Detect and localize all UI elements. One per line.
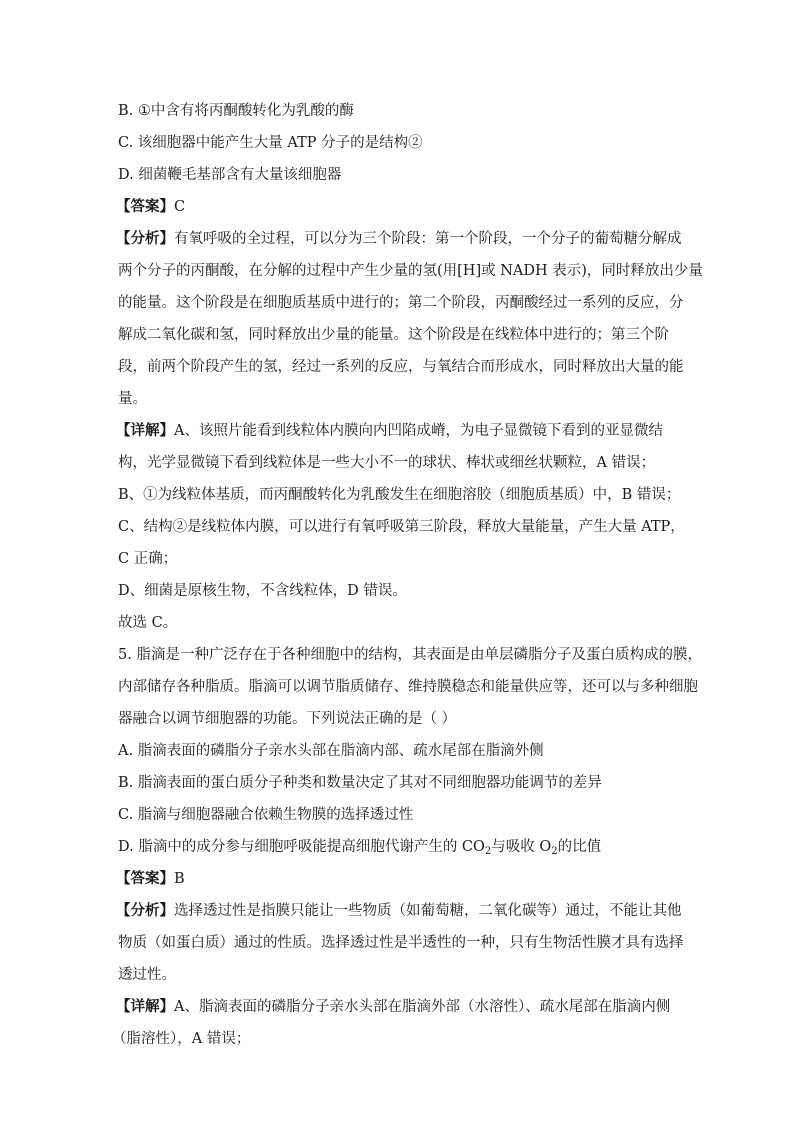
q4-detail-line-6: D、细菌是原核生物，不含线粒体，D 错误。	[118, 583, 407, 599]
answer-value: B	[174, 871, 185, 887]
detail-tag: 【详解】	[116, 422, 174, 439]
q4-detail-line-1: 【详解】A、该照片能看到线粒体内膜向内凹陷成嵴，为电子显微镜下看到的亚显微结	[116, 422, 663, 439]
q4-conclusion: 故选 C。	[118, 615, 178, 631]
q5-option-c: C. 脂滴与细胞器融合依赖生物膜的选择透过性	[118, 807, 414, 823]
q5-stem-line-1: 5. 脂滴是一种广泛存在于各种细胞中的结构，其表面是由单层磷脂分子及蛋白质构成的膜，	[118, 647, 702, 663]
detail-tag: 【详解】	[116, 998, 174, 1015]
q5-stem-line-3: 器融合以调节细胞器的功能。下列说法正确的是（ ）	[118, 711, 457, 727]
q5-analysis-line-3: 透过性。	[118, 967, 176, 983]
q4-analysis-line-1: 【分析】有氧呼吸的全过程，可以分为三个阶段：第一个阶段，一个分子的葡萄糖分解成	[116, 230, 682, 247]
q4-analysis-line-4: 解成二氧化碳和氢，同时释放出少量的能量。这个阶段是在线粒体中进行的；第三个阶	[118, 327, 669, 343]
answer-tag: 【答案】	[116, 870, 174, 887]
answer-tag: 【答案】	[116, 198, 174, 215]
q4-analysis-line-3: 的能量。这个阶段是在细胞质基质中进行的；第二个阶段，丙酮酸经过一系列的反应，分	[118, 295, 684, 311]
q4-detail-line-2: 构，光学显微镜下看到线粒体是一些大小不一的球状、棒状或细丝状颗粒，A 错误；	[118, 455, 656, 471]
answer-value: C	[174, 199, 186, 215]
q5-stem-line-2: 内部储存各种脂质。脂滴可以调节脂质储存、维持膜稳态和能量供应等，还可以与多种细胞	[118, 679, 698, 695]
q5-analysis-line-1: 【分析】选择透过性是指膜只能让一些物质（如葡萄糖，二氧化碳等）通过，不能让其他	[116, 902, 682, 919]
analysis-tag: 【分析】	[116, 902, 174, 919]
q4-answer	[116, 197, 185, 217]
q5-detail-line-2: （脂溶性），A 错误；	[112, 1031, 251, 1047]
q4-option-b: B. ①中含有将丙酮酸转化为乳酸的酶	[118, 103, 354, 119]
q5-detail-line-1: 【详解】A、脂滴表面的磷脂分子亲水头部在脂滴外部（水溶性）、疏水尾部在脂滴内侧	[116, 998, 671, 1015]
q4-option-c: C. 该细胞器中能产生大量 ATP 分子的是结构②	[118, 135, 423, 151]
q4-detail-line-4: C、结构②是线粒体内膜，可以进行有氧呼吸第三阶段，释放大量能量，产生大量 ATP，	[118, 519, 685, 535]
q4-detail-line-5: C 正确；	[118, 551, 178, 567]
q4-detail-line-3: B、①为线粒体基质，而丙酮酸转化为乳酸发生在细胞溶胶（细胞质基质）中，B 错误；	[118, 487, 681, 503]
q5-option-b: B. 脂滴表面的蛋白质分子种类和数量决定了其对不同细胞器功能调节的差异	[118, 775, 602, 791]
q5-answer	[116, 869, 185, 889]
q4-analysis-line-2: 两个分子的丙酮酸，在分解的过程中产生少量的氢(用[H]或 NADH 表示)，同时释放出少量	[118, 263, 703, 279]
q5-analysis-line-2: 物质（如蛋白质）通过的性质。选择透过性是半透性的一种，只有生物活性膜才具有选择	[118, 935, 684, 951]
q4-option-d: D. 细菌鞭毛基部含有大量该细胞器	[118, 167, 342, 183]
analysis-tag: 【分析】	[116, 230, 174, 247]
q4-analysis-line-6: 量。	[118, 391, 147, 407]
q4-analysis-line-5: 段，前两个阶段产生的氢，经过一系列的反应，与氧结合而形成水，同时释放出大量的能	[118, 359, 684, 375]
q5-option-a: A. 脂滴表面的磷脂分子亲水头部在脂滴内部、疏水尾部在脂滴外侧	[118, 743, 544, 759]
q5-option-d: D. 脂滴中的成分参与细胞呼吸能提高细胞代谢产生的 $CO_2$与吸收 $O_2$的比值	[118, 839, 602, 857]
